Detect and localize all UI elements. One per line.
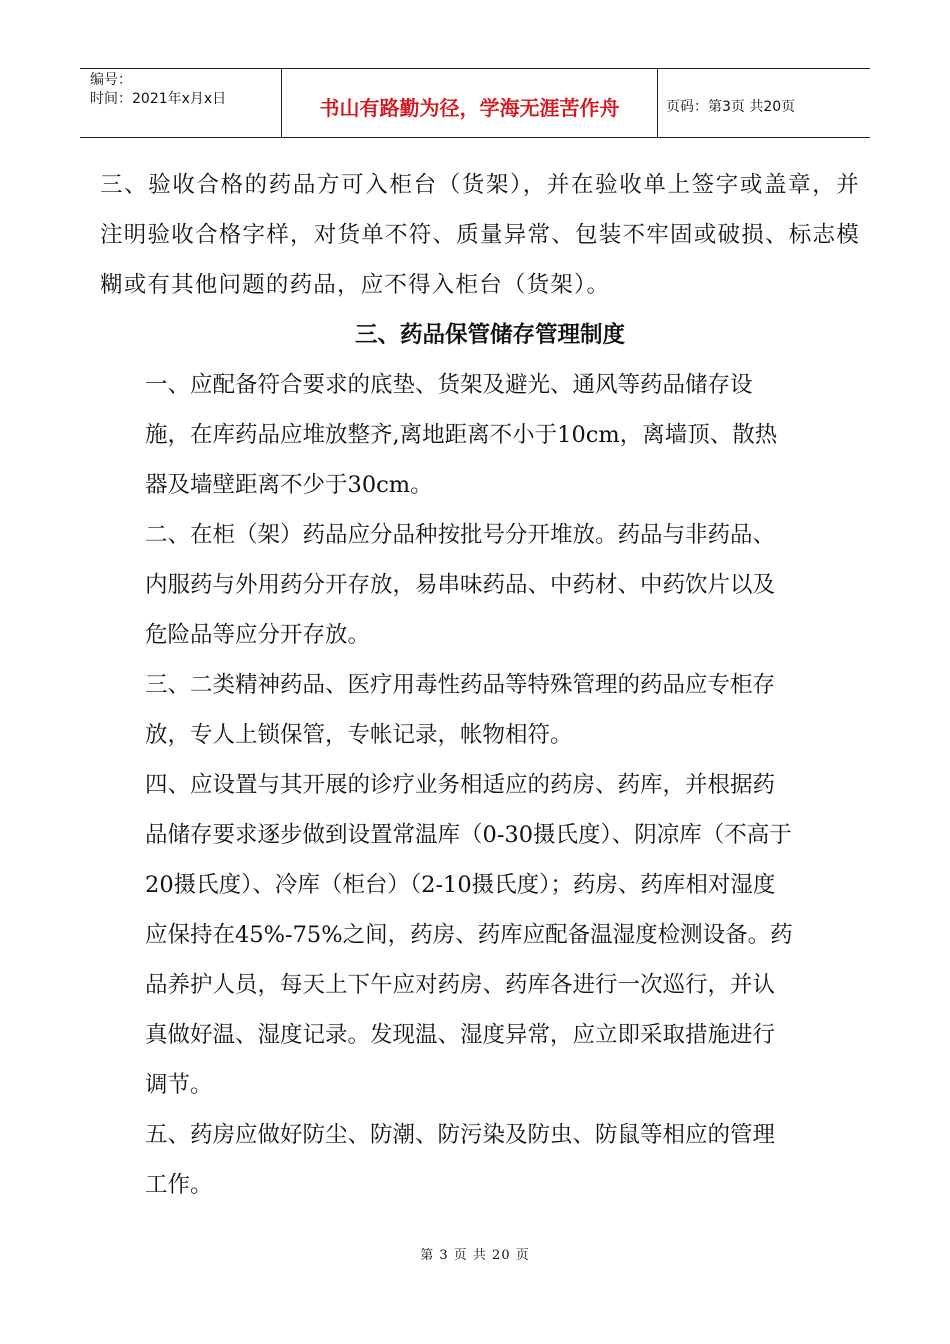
header-meta — [80, 69, 282, 137]
list-item: 二、在柜（架）药品应分品种按批号分开堆放。药品与非药品、内服药与外用药分开存放，易串味药品、中药材、中药饮片以及危险品等应分开存放。 — [145, 522, 776, 648]
list-item: 四、应设置与其开展的诊疗业务相适应的药房、药库，并根据药品储存要求逐步做到设置常温库（0-30摄氏度）、阴凉库（不高于20摄氏度）、冷库（柜台）（2-10摄氏度）；药房、药库相对湿度应保持在45%-75%之间，药房、药库应配备温湿度检测设备。药品养护人员，每天上下午应对药房、药库各进行一次巡行，并认真做好温、湿度记录。发现温、湿度异常，应立即采取措施进行调节。 — [145, 772, 793, 1098]
list-item: 五、药房应做好防尘、防潮、防污染及防虫、防鼠等相应的管理工作。 — [145, 1122, 776, 1198]
document-date: 时间：2021年x月x日 — [90, 91, 227, 107]
page-header — [80, 68, 870, 138]
section-title: 三、药品保管储存管理制度 — [354, 322, 625, 348]
page-footer: 第 3 页 共 20 页 — [420, 1248, 530, 1263]
list-item: 一、应配备符合要求的底垫、货架及避光、通风等药品储存设施，在库药品应堆放整齐,离地距离不小于10cm，离墙顶、散热器及墙壁距离不少于30cm。 — [145, 372, 778, 498]
document-number-label: 编号： — [90, 72, 132, 88]
header-page-info: 页码：第3页 共20页 — [666, 99, 796, 115]
document-body — [100, 160, 860, 1210]
list-item: 三、二类精神药品、医疗用毒性药品等特殊管理的药品应专柜存放，专人上锁保管，专帐记录，帐物相符。 — [145, 672, 776, 748]
paragraph-acceptance: 三、验收合格的药品方可入柜台（货架），并在验收单上签字或盖章，并注明验收合格字样，对货单不符、质量异常、包装不牢固或破损、标志模糊或有其他问题的药品，应不得入柜台（货架）。 — [100, 172, 860, 298]
header-motto: 书山有路勤为径，学海无涯苦作舟 — [282, 69, 658, 137]
